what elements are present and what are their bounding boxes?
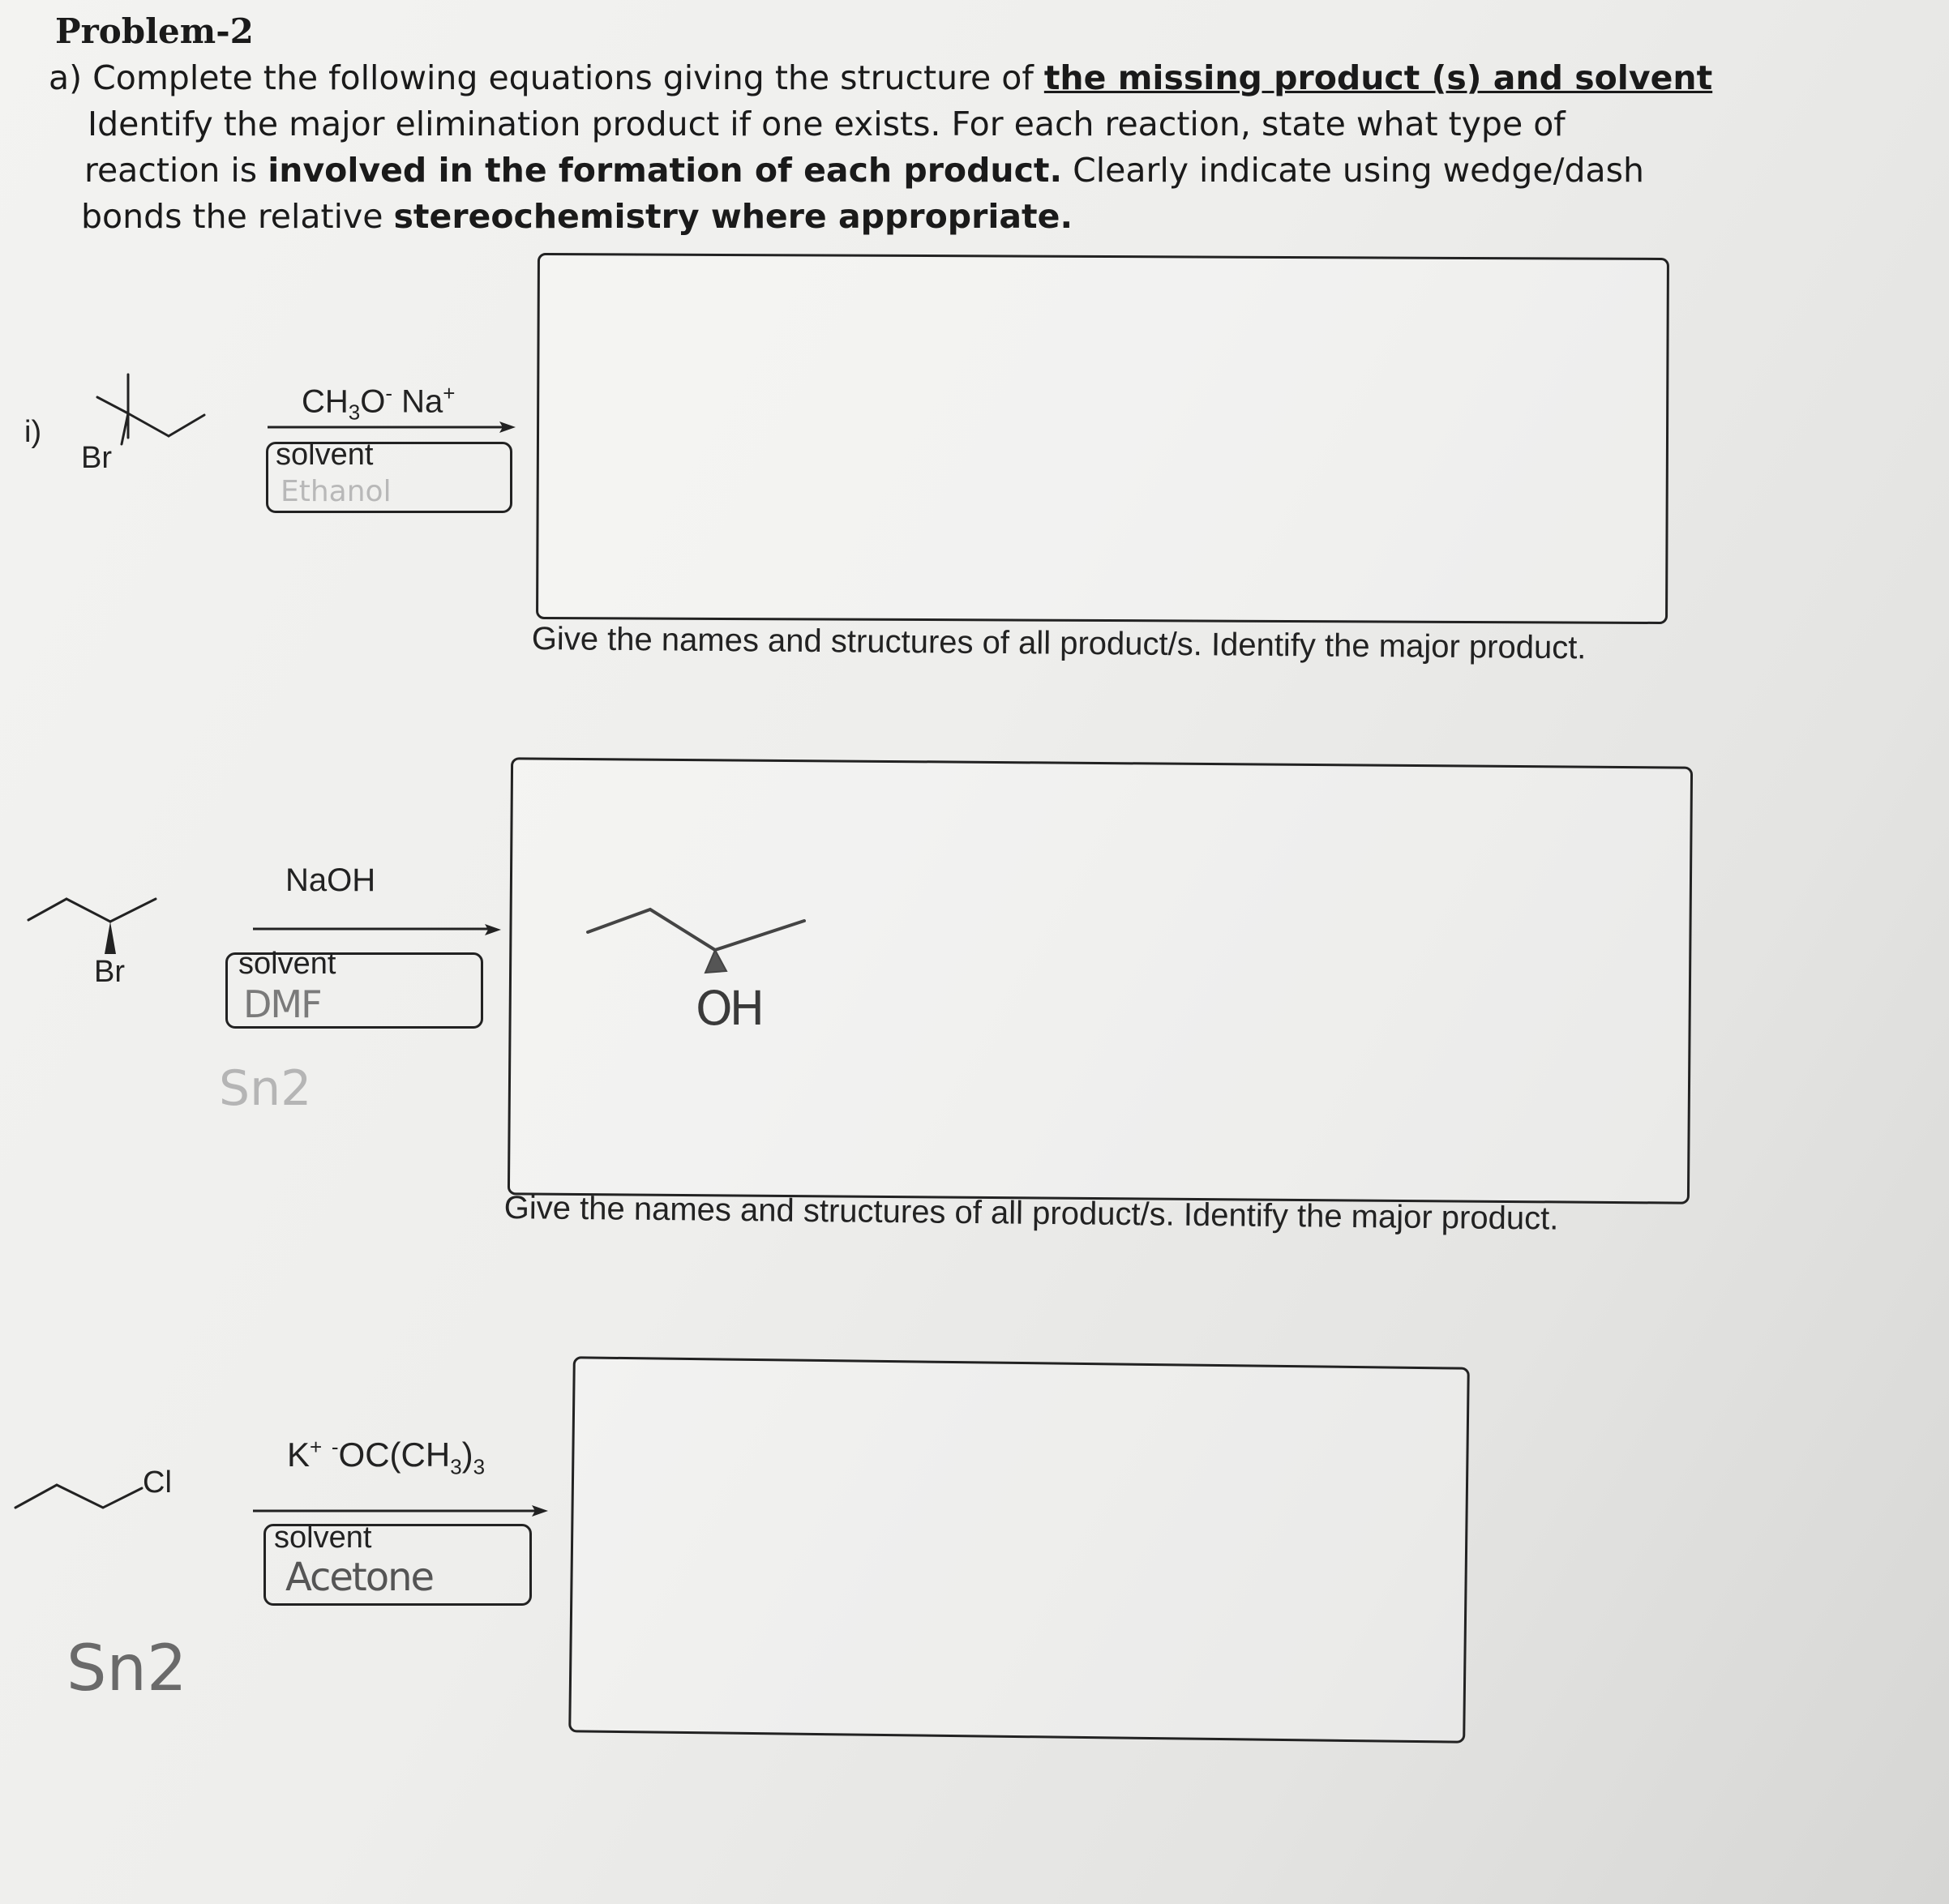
problem-title: Problem-2 [55, 11, 254, 51]
handwritten-product-structure-2 [584, 900, 819, 989]
solvent-label-3: solvent [274, 1521, 372, 1555]
handwritten-solvent-1: Ethanol [281, 475, 392, 508]
handwritten-mechanism-2: Sn2 [219, 1060, 312, 1117]
reaction-number: i) [24, 415, 42, 449]
answer-box-3[interactable] [568, 1356, 1470, 1743]
instruction-line-3: reaction is involved in the formation of each product. Clearly indicate using wedge/dash [84, 151, 1644, 190]
handwritten-solvent-2: DMF [243, 982, 321, 1026]
answer-box-1[interactable] [536, 253, 1669, 624]
reagent-tert-butoxide: K+ $^-OC(CH_3)_3$ [287, 1435, 486, 1479]
reaction-arrow-1 [268, 417, 519, 437]
substrate-label-br: Br [81, 441, 112, 475]
reagent-naoh: NaOH [285, 862, 376, 898]
instruction-line-4: bonds the relative stereochemistry where appropriate. [81, 197, 1073, 236]
instruction-line-1: a) Complete the following equations giving the structure of the missing product (s) and solvent [49, 58, 1713, 97]
handwritten-mechanism-3: Sn2 [66, 1632, 187, 1705]
instruction-line-2: Identify the major elimination product if one exists. For each reaction, state what type of [88, 105, 1566, 143]
substrate-structure-3 [12, 1467, 158, 1516]
answer-caption-1: Give the names and structures of all product/s. Identify the major product. [531, 621, 1587, 666]
handwritten-solvent-3: Acetone [285, 1555, 434, 1600]
reaction-arrow-2 [253, 921, 504, 940]
solvent-label-1: solvent [276, 438, 374, 472]
handwritten-product-label-oh: OH [696, 981, 762, 1036]
instructions [49, 55, 1713, 240]
reagent-methoxide: $CH_3O^-$ Na+ [302, 381, 456, 425]
solvent-label-2: solvent [238, 947, 336, 981]
answer-caption-2: Give the names and structures of all product/s. Identify the major product. [503, 1190, 1559, 1237]
substrate-label-cl: Cl [143, 1465, 172, 1500]
substrate-label-br-2: Br [94, 955, 125, 989]
reaction-arrow-3 [253, 1501, 553, 1521]
